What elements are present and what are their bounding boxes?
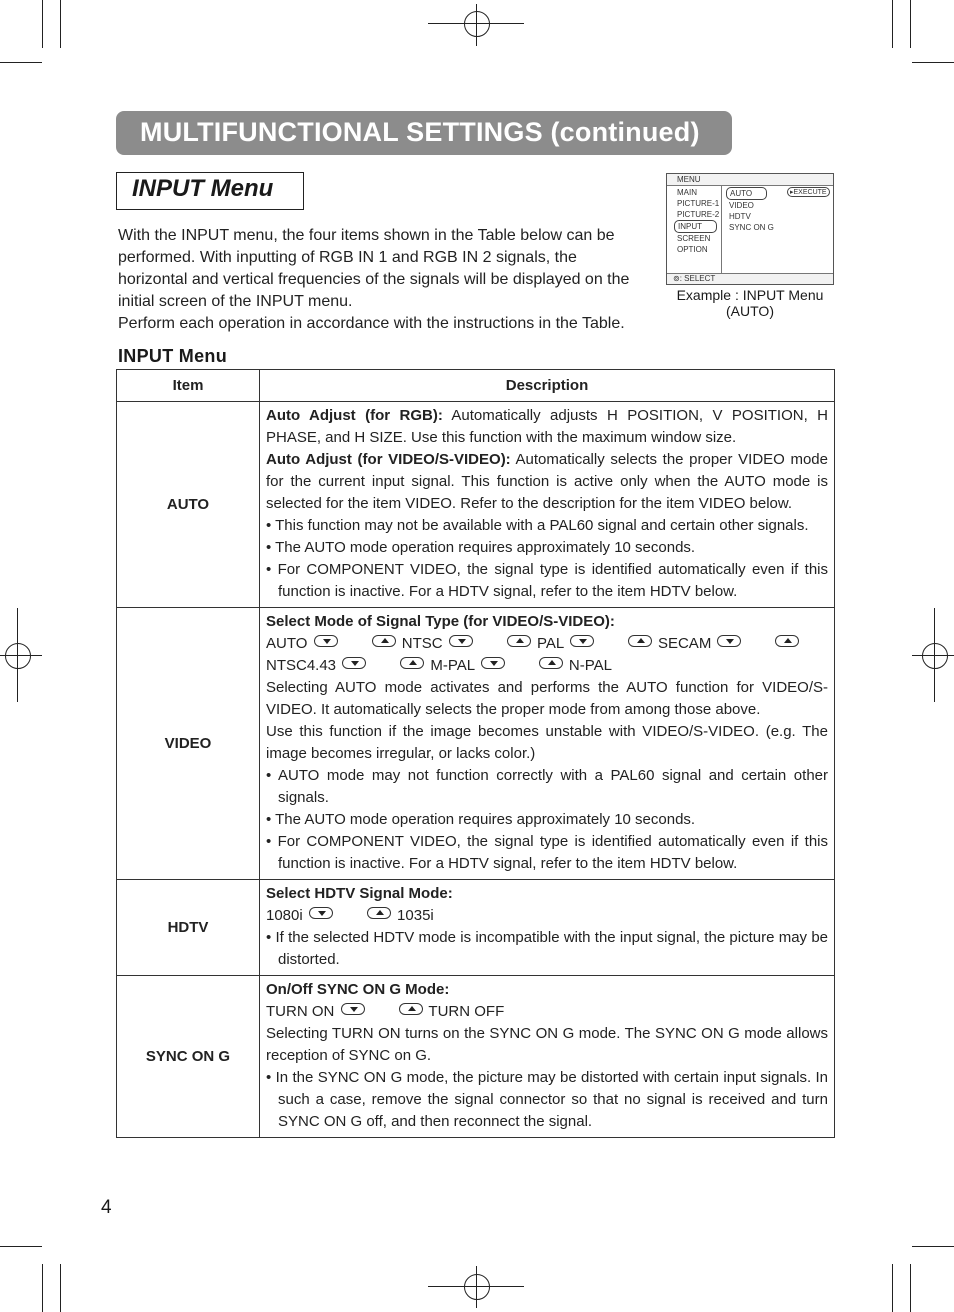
description-text: Automatically selects the proper VIDEO mode for the current input signal. This function is active only when the AUTO mode is selected for the item VIDEO. Refer to the description for the item VIDEO below. bbox=[266, 451, 828, 512]
table-row bbox=[117, 608, 835, 880]
play-arrow-icon: ▸ bbox=[790, 189, 794, 196]
registration-circle-icon bbox=[922, 643, 948, 669]
description-cell bbox=[260, 976, 835, 1138]
input-menu-table bbox=[116, 369, 835, 1138]
mode-label: M-PAL bbox=[430, 657, 475, 674]
caption-line: (AUTO) bbox=[726, 303, 774, 319]
osd-sub-item-selected bbox=[729, 187, 774, 200]
mode-label: SECAM bbox=[657, 635, 712, 652]
table-header-row bbox=[117, 370, 835, 402]
description-cell bbox=[260, 608, 835, 880]
bullet-note: • In the SYNC ON G mode, the picture may be distorted with certain input signals. In such a case, remove the signal connector so that no signal is received and turn SYNC ON G off, and then reconnect the signal. bbox=[266, 1069, 828, 1130]
up-button-icon bbox=[367, 907, 391, 919]
description-heading: On/Off SYNC ON G Mode: bbox=[266, 981, 450, 998]
section-heading: INPUT Menu bbox=[116, 172, 304, 210]
table-row bbox=[117, 880, 835, 976]
intro-text bbox=[118, 225, 638, 335]
down-button-icon bbox=[342, 657, 366, 669]
bullet-note: • The AUTO mode operation requires approximately 10 seconds. bbox=[266, 539, 696, 556]
description-text: Selecting AUTO mode activates and performs the AUTO function for VIDEO/S-VIDEO. It automatically selects the proper mode from among those above. bbox=[266, 679, 828, 718]
osd-footer-bar bbox=[667, 273, 833, 284]
osd-submenu-list bbox=[729, 187, 774, 233]
crop-mark bbox=[912, 1246, 954, 1247]
up-button-icon bbox=[507, 635, 531, 647]
mode-label: NTSC bbox=[401, 635, 443, 652]
osd-sub-item: SYNC ON G bbox=[729, 223, 774, 232]
description-text: Use this function if the image becomes unstable with VIDEO/S-VIDEO. (e.g. The image becomes irregular, or lacks color.) bbox=[266, 723, 828, 762]
down-button-icon bbox=[570, 635, 594, 647]
osd-menu-item: PICTURE-1 bbox=[677, 199, 720, 208]
crop-mark bbox=[42, 0, 43, 48]
bullet-note: • AUTO mode may not function correctly with a PAL60 signal and certain other signals. bbox=[266, 767, 828, 806]
osd-menu-item: OPTION bbox=[677, 245, 708, 254]
registration-circle-icon bbox=[464, 1274, 490, 1300]
osd-execute-button bbox=[787, 187, 830, 197]
mode-label: N-PAL bbox=[568, 657, 612, 674]
osd-title: MENU bbox=[677, 175, 701, 184]
osd-menu-item: SCREEN bbox=[677, 234, 711, 243]
up-button-icon bbox=[400, 657, 424, 669]
select-button-icon: ⊚ bbox=[673, 274, 680, 283]
osd-caption bbox=[666, 287, 834, 319]
crop-mark bbox=[42, 1264, 43, 1312]
description-heading: Select Mode of Signal Type (for VIDEO/S-VIDEO): bbox=[266, 613, 615, 630]
osd-menu-list bbox=[677, 187, 719, 255]
crop-mark bbox=[912, 62, 954, 63]
crop-mark bbox=[892, 1264, 893, 1312]
down-button-icon bbox=[449, 635, 473, 647]
mode-sequence bbox=[266, 633, 828, 677]
mode-label: 1080i bbox=[266, 907, 303, 924]
registration-circle-icon bbox=[5, 643, 31, 669]
description-cell bbox=[260, 880, 835, 976]
item-cell: AUTO bbox=[117, 402, 260, 608]
osd-divider bbox=[721, 185, 722, 274]
item-cell: VIDEO bbox=[117, 608, 260, 880]
osd-sub-item: HDTV bbox=[729, 212, 751, 221]
mode-label: PAL bbox=[536, 635, 564, 652]
osd-menu-item-selected bbox=[677, 220, 719, 233]
down-button-icon bbox=[341, 1003, 365, 1015]
description-text: Selecting TURN ON turns on the SYNC ON G mode. The SYNC ON G mode allows reception of SYNC on G. bbox=[266, 1025, 828, 1064]
osd-footer bbox=[673, 274, 715, 283]
intro-paragraph: With the INPUT menu, the four items shown in the Table below can be performed. With inputting of RGB IN 1 and RGB IN 2 signals, the horizontal and vertical frequencies of the signals will be displayed on the initial screen of the INPUT menu. bbox=[118, 227, 630, 310]
intro-paragraph: Perform each operation in accordance with the instructions in the Table. bbox=[118, 315, 625, 332]
header-description: Description bbox=[260, 370, 835, 402]
page-number: 4 bbox=[101, 1197, 112, 1218]
mode-sequence bbox=[266, 1001, 828, 1023]
crop-mark bbox=[60, 1264, 61, 1312]
osd-title-bar bbox=[667, 174, 833, 186]
crop-mark bbox=[910, 1264, 911, 1312]
up-button-icon bbox=[775, 635, 799, 647]
description-text: Automatically adjusts H POSITION, V POSITION, H PHASE, and H SIZE. Use this function with the maximum window size. bbox=[266, 407, 828, 446]
down-button-icon bbox=[309, 907, 333, 919]
osd-footer-label: : SELECT bbox=[679, 274, 716, 283]
header-item: Item bbox=[117, 370, 260, 402]
osd-menu-item: MAIN bbox=[677, 188, 697, 197]
mode-label: TURN ON bbox=[266, 1003, 335, 1020]
crop-mark bbox=[60, 0, 61, 48]
mode-label: AUTO bbox=[266, 635, 308, 652]
osd-highlight: INPUT bbox=[674, 220, 717, 233]
osd-highlight: AUTO bbox=[726, 187, 767, 200]
description-cell bbox=[260, 402, 835, 608]
description-heading: Select HDTV Signal Mode: bbox=[266, 885, 453, 902]
bullet-note: • For COMPONENT VIDEO, the signal type is identified automatically even if this function is inactive. For a HDTV signal, refer to the item HDTV below. bbox=[266, 561, 828, 600]
down-button-icon bbox=[314, 635, 338, 647]
down-button-icon bbox=[481, 657, 505, 669]
osd-execute-label: EXECUTE bbox=[793, 189, 827, 196]
crop-mark bbox=[910, 0, 911, 48]
osd-menu-example bbox=[666, 173, 834, 285]
item-cell: SYNC ON G bbox=[117, 976, 260, 1138]
up-button-icon bbox=[372, 635, 396, 647]
bullet-note: • If the selected HDTV mode is incompatible with the input signal, the picture may be distorted. bbox=[266, 929, 828, 968]
description-label: Auto Adjust (for VIDEO/S-VIDEO): bbox=[266, 451, 511, 468]
bullet-note: • The AUTO mode operation requires approximately 10 seconds. bbox=[266, 811, 696, 828]
item-cell: HDTV bbox=[117, 880, 260, 976]
registration-circle-icon bbox=[464, 11, 490, 37]
mode-label: 1035i bbox=[397, 907, 434, 924]
osd-menu-item: PICTURE-2 bbox=[677, 210, 720, 219]
mode-sequence bbox=[266, 905, 828, 927]
table-row bbox=[117, 976, 835, 1138]
bullet-note: • For COMPONENT VIDEO, the signal type is identified automatically even if this function is inactive. For a HDTV signal, refer to the item HDTV below. bbox=[266, 833, 828, 872]
page-title: MULTIFUNCTIONAL SETTINGS (continued) bbox=[140, 117, 700, 147]
caption-line: Example : INPUT Menu bbox=[676, 287, 824, 303]
bullet-note: • This function may not be available with a PAL60 signal and certain other signals. bbox=[266, 517, 809, 534]
osd-sub-item: VIDEO bbox=[729, 201, 754, 210]
description-paragraph bbox=[266, 405, 828, 449]
up-button-icon bbox=[539, 657, 563, 669]
section-banner bbox=[116, 111, 732, 155]
crop-mark bbox=[0, 1246, 42, 1247]
down-button-icon bbox=[717, 635, 741, 647]
mode-label: TURN OFF bbox=[428, 1003, 505, 1020]
crop-mark bbox=[892, 0, 893, 48]
up-button-icon bbox=[628, 635, 652, 647]
table-heading: INPUT Menu bbox=[118, 346, 227, 366]
up-button-icon bbox=[399, 1003, 423, 1015]
crop-mark bbox=[0, 62, 42, 63]
table-row bbox=[117, 402, 835, 608]
description-paragraph bbox=[266, 449, 828, 515]
description-label: Auto Adjust (for RGB): bbox=[266, 407, 443, 424]
mode-label: NTSC4.43 bbox=[266, 657, 337, 674]
